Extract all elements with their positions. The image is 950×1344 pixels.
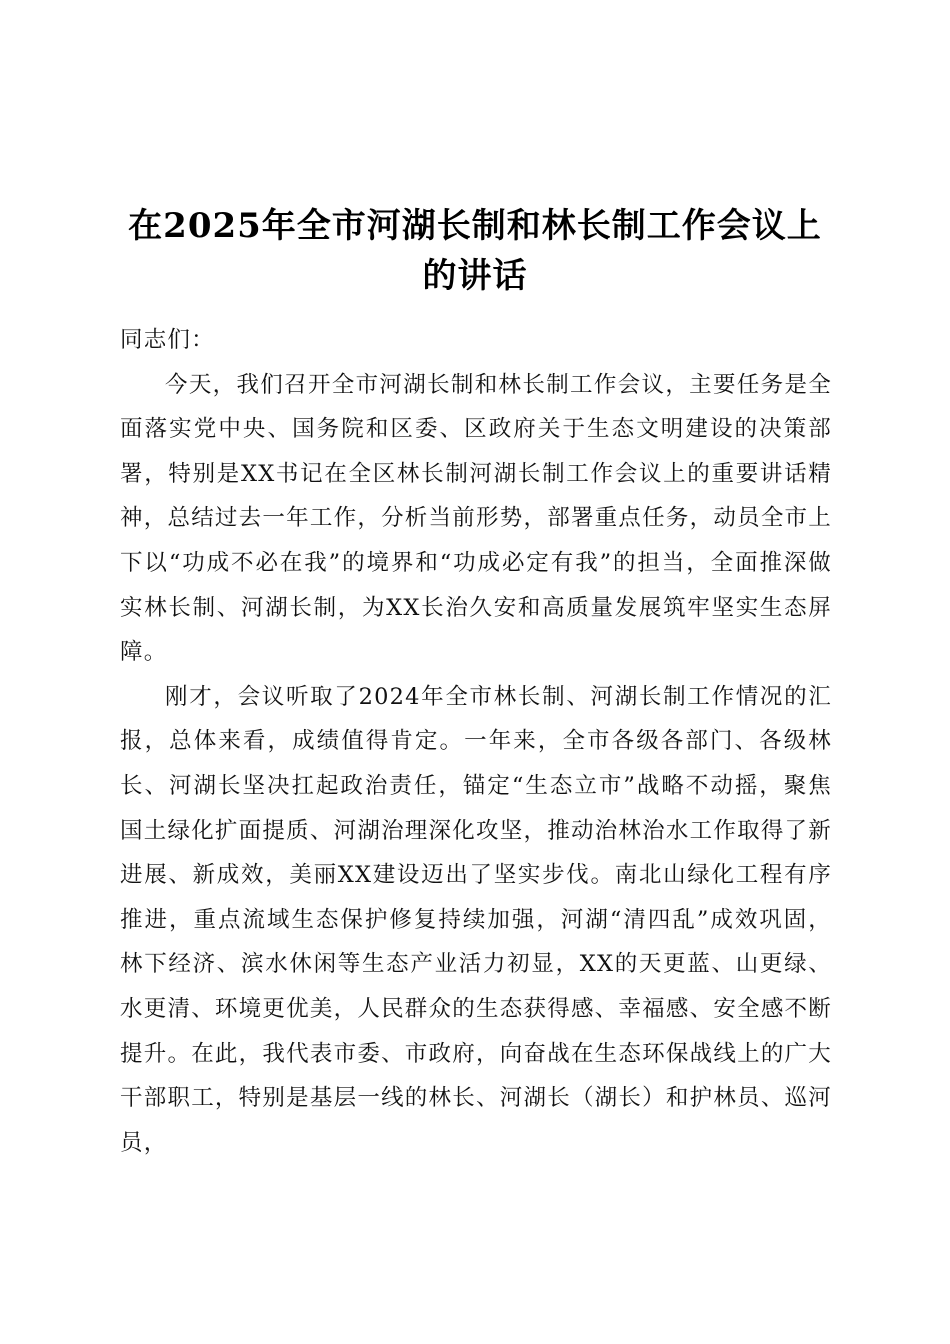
- document-body: [120, 318, 832, 1165]
- paragraph-2: 刚才，会议听取了2024年全市林长制、河湖长制工作情况的汇报，总体来看，成绩值得肯定。一年来，全市各级各部门、各级林长、河湖长坚决扛起政治责任，锚定“生态立市”战略不动摇，聚焦国土绿化扩面提质、河湖治理深化攻坚，推动治林治水工作取得了新进展、新成效，美丽XX建设迈出了坚实步伐。南北山绿化工程有序推进，重点流域生态保护修复持续加强，河湖“清四乱”成效巩固，林下经济、滨水休闲等生态产业活力初显，XX的天更蓝、山更绿、水更清、环境更优美，人民群众的生态获得感、幸福感、安全感不断提升。在此，我代表市委、市政府，向奋战在生态环保战线上的广大干部职工，特别是基层一线的林长、河湖长（湖长）和护林员、巡河员，: [120, 683, 832, 1156]
- document-title: [110, 201, 840, 301]
- paragraph-1: 今天，我们召开全市河湖长制和林长制工作会议，主要任务是全面落实党中央、国务院和区委、区政府关于生态文明建设的决策部署，特别是XX书记在全区林长制河湖长制工作会议上的重要讲话精神，总结过去一年工作，分析当前形势，部署重点任务，动员全市上下以“功成不必在我”的境界和“功成必定有我”的担当，全面推深做实林长制、河湖长制，为XX长治久安和高质量发展筑牢坚实生态屏障。: [120, 371, 832, 666]
- title-line-2: 的讲话: [422, 255, 528, 296]
- salutation: 同志们：: [120, 327, 215, 353]
- title-line-1: 在2025年全市河湖长制和林长制工作会议上: [128, 205, 822, 246]
